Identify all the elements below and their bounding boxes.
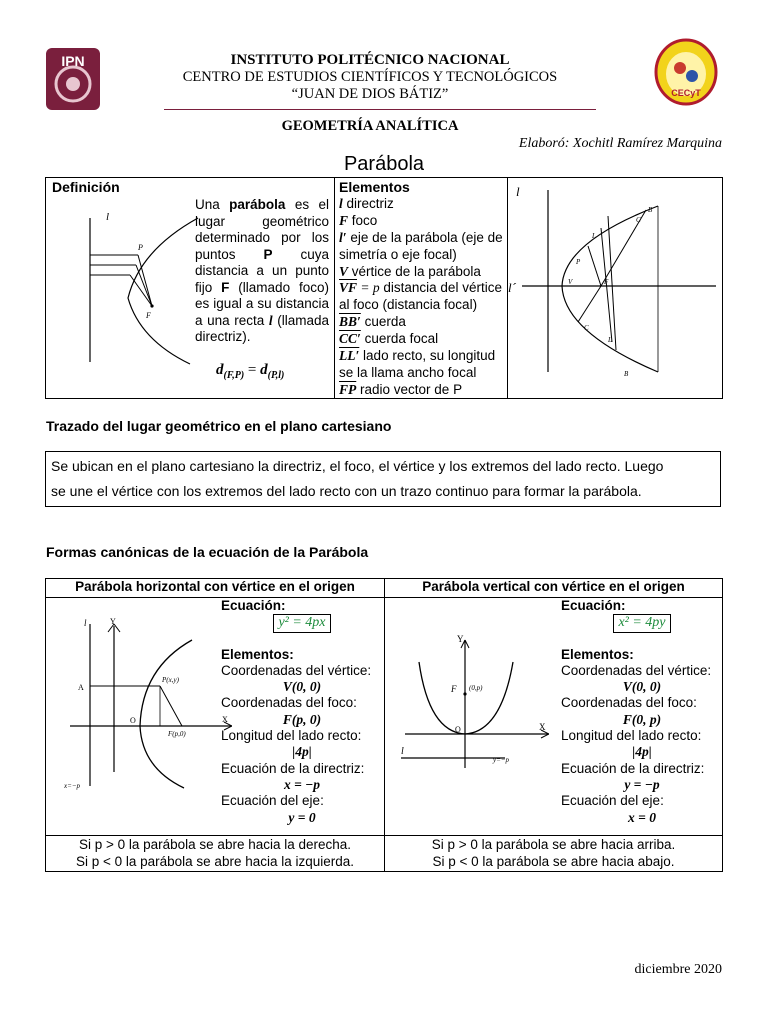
fig-label-l: l <box>84 618 87 628</box>
left-row-label: Coordenadas del foco: <box>221 695 357 711</box>
school-name: “JUAN DE DIOS BÁTIZ” <box>291 86 449 102</box>
fig-label-bprime: B <box>624 370 629 378</box>
element-item: LL′ lado recto, su longitud se la llama ancho focal <box>339 348 496 380</box>
fig-label-lprime: l´ <box>508 280 516 295</box>
left-equation-block <box>221 598 383 826</box>
fig-label-x: X <box>222 715 228 724</box>
left-row-label: Ecuación de la directriz: <box>221 760 365 776</box>
fig-label-lpoint: L <box>592 232 596 240</box>
fig-label-cprime: C <box>584 324 589 332</box>
right-row-label: Coordenadas del foco: <box>561 695 697 711</box>
element-item: V vértice de la parábola <box>339 263 481 279</box>
element-item: $\overline{FP}$ radio vector de P <box>339 381 463 397</box>
trazado-line: se une el vértice con los extremos del lado recto con un trazo continuo para formar la parábola. <box>51 483 642 499</box>
header-rule <box>164 109 596 110</box>
trazado-heading: Trazado del lugar geométrico en el plano cartesiano <box>46 418 392 434</box>
page-title: Parábola <box>343 153 425 175</box>
elements-heading: Elementos <box>339 179 410 195</box>
right-row-value: y = −p <box>624 776 660 792</box>
right-row-label: Ecuación de la directriz: <box>561 760 705 776</box>
right-ecuacion-label: Ecuación: <box>561 598 626 613</box>
right-content-cell <box>385 598 723 836</box>
formas-table <box>45 578 723 872</box>
left-row-value: |4p| <box>292 744 312 760</box>
fig-label-f: F <box>146 311 151 320</box>
fig-label-lprime-point: L <box>608 336 612 344</box>
author-credit: Elaboró: Xochitl Ramírez Marquina <box>518 136 722 151</box>
trazado-line: Se ubican en el plano cartesiano la directriz, el foco, el vértice y los extremos del lado recto. Luego <box>51 458 664 474</box>
definition-cell <box>46 178 335 399</box>
fig-label-f: F(p,0) <box>168 730 186 738</box>
definition-formula: $d_{(F,P)} = d_{(P,l)}$ <box>216 362 285 381</box>
left-row-value: y = 0 <box>288 809 316 825</box>
definition-table <box>45 177 723 399</box>
left-row-label: Ecuación del eje: <box>221 793 324 809</box>
vertical-parabola-figure <box>401 632 549 768</box>
fig-label-fcoord: (0,p) <box>469 684 483 692</box>
element-item: l′ eje de la parábola (eje de simetría o eje focal) <box>339 229 503 262</box>
left-note: Si p > 0 la parábola se abre hacia la derecha. <box>78 837 352 852</box>
left-row-label: Coordenadas del vértice: <box>221 662 372 678</box>
left-row-value: V(0, 0) <box>282 679 322 695</box>
right-row-label: Ecuación del eje: <box>561 793 664 809</box>
fig-label-directrix: y=−p <box>493 756 510 764</box>
right-note: Si p > 0 la parábola se abre hacia arriba. <box>431 837 676 852</box>
fig-label-f: F <box>451 684 457 694</box>
element-item: CC′ cuerda focal <box>339 331 439 347</box>
element-item: l directriz <box>339 195 394 211</box>
left-row-value: F(p, 0) <box>282 711 322 727</box>
fig-label-y: Y <box>457 634 464 644</box>
left-elementos-label: Elementos: <box>221 646 294 662</box>
left-title: Parábola horizontal con vértice en el origen <box>46 579 385 598</box>
right-elementos-label: Elementos: <box>561 646 634 662</box>
elements-figure <box>508 182 720 398</box>
left-note: Si p < 0 la parábola se abre hacia la izquierda. <box>75 853 355 869</box>
fig-label-p: P <box>576 258 581 266</box>
element-item: F foco <box>339 212 378 228</box>
fig-label-b: B <box>648 206 653 214</box>
definition-heading: Definición <box>52 179 120 195</box>
fig-label-l: l <box>106 211 110 223</box>
right-row-value: F(0, p) <box>622 711 662 727</box>
fig-label-p: P(x,y) <box>162 676 179 684</box>
left-notes <box>46 836 385 872</box>
footer-date: diciembre 2020 <box>634 962 722 977</box>
cecyt-logo-text: CECyT <box>671 88 701 98</box>
fig-label-o: O <box>455 725 461 734</box>
fig-label-v: V <box>568 278 573 286</box>
right-note: Si p < 0 la parábola se abre hacia abajo. <box>432 853 675 869</box>
left-ecuacion-label: Ecuación: <box>221 598 286 613</box>
fig-label-f: F <box>604 278 609 286</box>
elements-list <box>339 179 507 399</box>
elements-figure-cell <box>508 178 723 399</box>
elements-cell <box>335 178 508 399</box>
left-row-label: Longitud del lado recto: <box>221 728 362 744</box>
fig-label-o: O <box>130 716 136 725</box>
right-row-value: |4p| <box>632 744 652 760</box>
horizontal-parabola-figure <box>64 618 232 790</box>
definition-figure <box>80 210 212 370</box>
fig-label-x: X <box>539 722 546 732</box>
subject-title: GEOMETRÍA ANALÍTICA <box>281 118 459 134</box>
right-row-label: Coordenadas del vértice: <box>561 662 712 678</box>
institute-name: INSTITUTO POLITÉCNICO NACIONAL <box>230 52 510 68</box>
right-title: Parábola vertical con vértice en el origen <box>385 579 723 598</box>
right-notes <box>385 836 723 872</box>
center-name: CENTRO DE ESTUDIOS CIENTÍFICOS Y TECNOLÓGICOS <box>182 69 558 85</box>
left-row-value: x = −p <box>283 776 321 792</box>
right-equation: x² = 4py <box>613 614 670 632</box>
element-item: $\overline{VF} = p$ distancia del vértice al foco (distancia focal) <box>339 280 502 313</box>
fig-label-y: Y <box>110 618 116 626</box>
ipn-logo-text: IPN <box>61 53 85 69</box>
fig-label-p: P <box>138 243 143 252</box>
fig-label-c: C <box>636 216 641 224</box>
formas-heading: Formas canónicas de la ecuación de la Parábola <box>46 544 369 560</box>
trazado-box <box>45 451 721 507</box>
right-row-label: Longitud del lado recto: <box>561 728 702 744</box>
fig-label-a: A <box>78 683 84 692</box>
right-equation-block <box>561 598 723 826</box>
left-equation: y² = 4px <box>273 614 330 632</box>
right-row-value: x = 0 <box>628 809 656 825</box>
element-item: BB′ cuerda <box>339 314 406 330</box>
left-content-cell <box>46 598 385 836</box>
fig-label-l: l <box>401 746 404 757</box>
definition-text: Una parábola es el lugar geométrico determinado por los puntos P cuya distancia a un punto fijo F (llamado foco) es igual a su distancia a una recta l (llamada directriz). <box>195 197 329 344</box>
fig-label-l: l <box>516 184 520 199</box>
fig-label-directrix: x=−p <box>64 782 81 790</box>
right-row-value: V(0, 0) <box>622 679 662 695</box>
